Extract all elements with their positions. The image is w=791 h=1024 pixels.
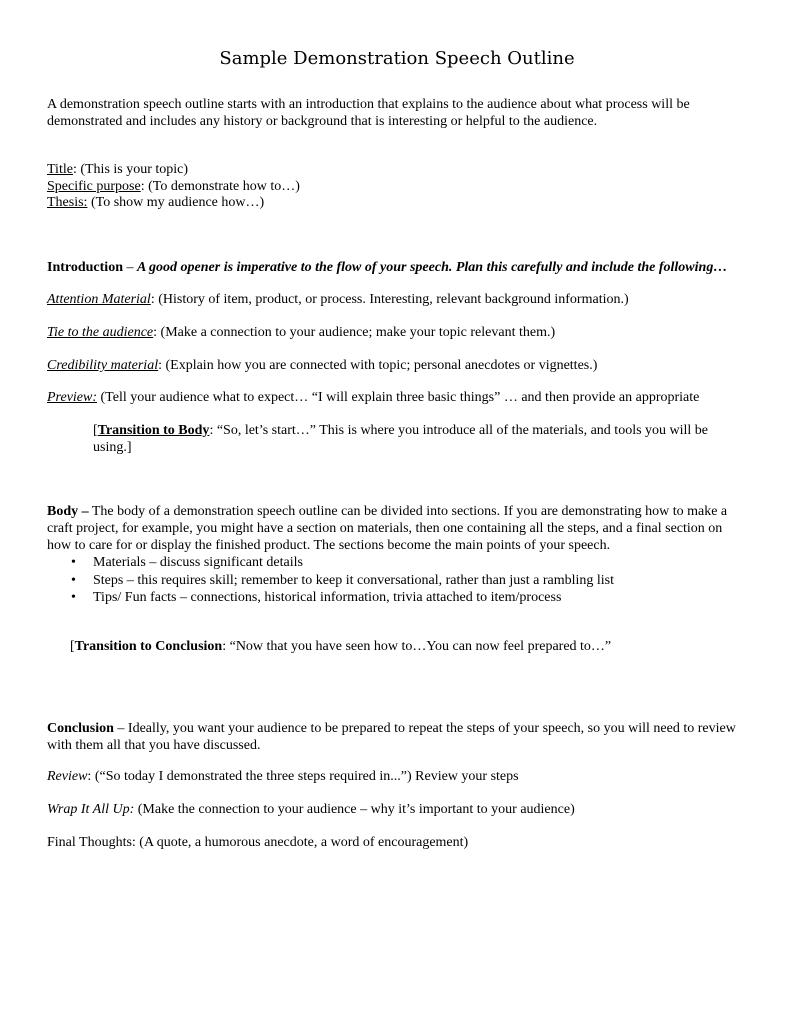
conclusion-item-review-text: (“So today I demonstrated the three steps required in...”) Review your steps [94,769,519,784]
bullet-icon: • [71,572,76,588]
introduction-subtitle: A good opener is imperative to the flow of your speech. Plan this carefully and include the following… [136,260,728,275]
conclusion-paragraph [47,720,747,754]
intro-paragraph: A demonstration speech outline starts with an introduction that explains to the audience about what process will be demonstrated and includes any history or background that is interesting or helpful to the audience. [47,97,690,129]
conclusion-item-wrap-label: Wrap It All Up: [47,802,135,817]
list-item [47,554,747,572]
intro-item-credibility-sep: : [158,358,166,373]
intro-item-tie-label: Tie to the audience [47,325,154,340]
intro-item-tie-text: (Make a connection to your audience; make your topic relevant them.) [160,325,556,340]
conclusion-item-wrap-text: (Make the connection to your audience – why it’s important to your audience) [137,802,575,817]
conclusion-item-review-label: Review [47,769,88,784]
field-title-text: (This is your topic) [80,162,189,177]
conclusion-item-wrap [47,801,747,818]
body-text: The body of a demonstration speech outline can be divided into sections. If you are demonstrating how to make a craft project, for example, you might have a section on materials, then one containing all the steps, and a final section on how to care for or display the finished product. The sections become the main points of your speech. [47,504,728,553]
transition-to-conclusion [70,638,770,655]
field-specific-purpose-sep: : [140,179,149,194]
conclusion-text: – Ideally, you want your audience to be prepared to repeat the steps of your speech, so you will need to review with them all that you have discussed. [47,721,736,753]
list-item [47,572,747,590]
bullet-text: Tips/ Fun facts – connections, historical information, trivia attached to item/process [93,590,562,605]
intro-item-attention [47,291,747,308]
intro-item-preview-text: (Tell your audience what to expect… “I will explain three basic things” … and then provide an appropriate [100,390,700,405]
field-title-label: Title [47,162,73,177]
bullet-text: Steps – this requires skill; remember to keep it conversational, rather than just a rambling list [93,572,614,588]
intro-item-attention-sep: : [150,292,159,307]
field-specific-purpose [47,178,747,195]
transition-to-body-text: : “So, let’s start…” This is where you introduce all of the materials, and tools you will be using.] [93,423,709,455]
intro-item-attention-label: Attention Material [47,292,151,307]
transition-to-conclusion-open: [ [70,639,75,654]
field-thesis [47,194,747,211]
conclusion-heading: Conclusion [47,721,114,736]
intro-item-credibility-text: (Explain how you are connected with topic; personal anecdotes or vignettes.) [165,358,598,373]
intro-item-credibility-label: Credibility material [47,358,159,373]
intro-item-credibility [47,357,747,374]
field-title-sep: : [72,162,81,177]
intro-item-tie-sep: : [153,325,161,340]
bullet-icon: • [71,555,76,570]
body-paragraph [47,503,747,554]
transition-to-conclusion-text: : “Now that you have seen how to…You can now feel prepared to…” [222,639,612,654]
intro-item-attention-text: (History of item, product, or process. Interesting, relevant background information.) [158,292,629,307]
conclusion-final-thoughts: Final Thoughts: (A quote, a humorous anecdote, a word of encouragement) [47,835,469,850]
body-bullet-list [47,554,747,607]
field-specific-purpose-text: (To demonstrate how to…) [148,179,300,194]
introduction-heading: Introduction [47,260,123,275]
bullet-icon: • [71,590,76,605]
intro-item-tie [47,324,747,341]
list-item [47,589,747,607]
field-thesis-text: (To show my audience how…) [90,195,265,210]
transition-to-body [93,422,723,456]
field-specific-purpose-label: Specific purpose [47,179,141,194]
field-title [47,161,747,178]
intro-item-preview [47,389,747,406]
body-heading: Body – [47,504,89,519]
transition-to-body-open: [ [93,423,98,438]
bullet-text: Materials – discuss significant details [93,555,303,570]
document-title: Sample Demonstration Speech Outline [219,48,575,69]
introduction-heading-line [47,259,767,276]
conclusion-item-review-sep: : [87,769,95,784]
transition-to-body-label: Transition to Body [97,423,210,438]
field-thesis-label: Thesis: [47,195,88,210]
intro-item-preview-label: Preview: [47,390,98,405]
conclusion-item-review [47,768,747,785]
introduction-dash: – [122,260,137,275]
transition-to-conclusion-label: Transition to Conclusion [74,639,223,654]
